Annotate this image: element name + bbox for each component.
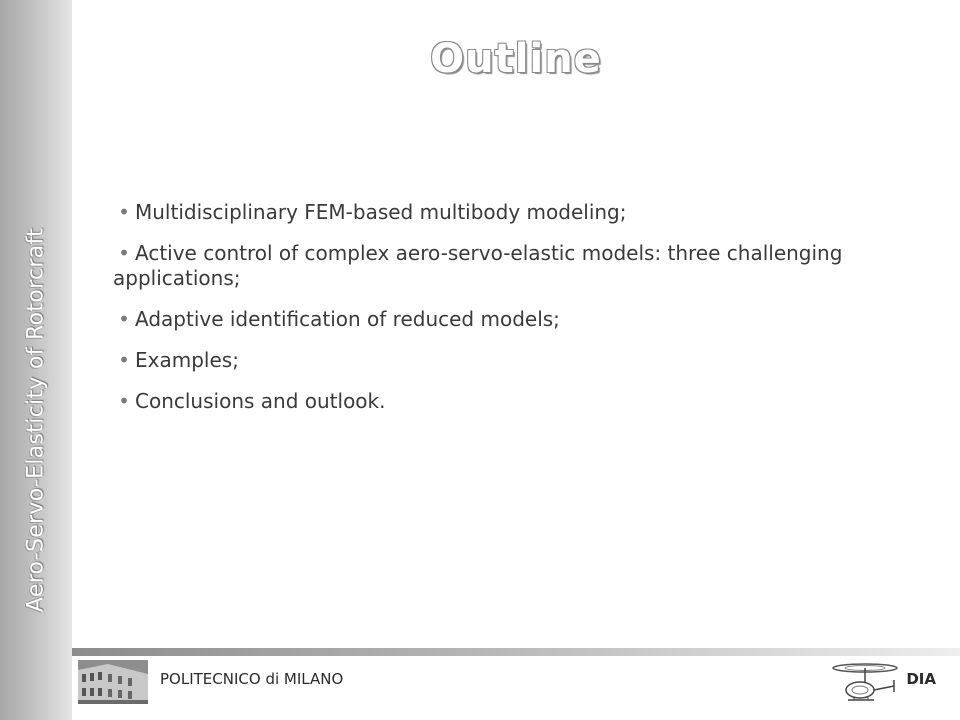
bullet-text: Examples; xyxy=(135,348,239,372)
bullet-list xyxy=(113,200,853,430)
footer-institution: POLITECNICO di MILANO xyxy=(160,670,344,688)
bullet-item xyxy=(113,307,853,332)
sidebar-title: Aero-Servo-Elasticity of Rotorcraft xyxy=(23,227,49,613)
bullet-item xyxy=(113,348,853,373)
bullet-item xyxy=(113,389,853,414)
bullet-item xyxy=(113,200,853,225)
bullet-dot-icon: • xyxy=(118,307,130,331)
bullet-text: Conclusions and outlook. xyxy=(135,389,386,413)
helicopter-icon xyxy=(830,660,900,706)
slide-title: Outline xyxy=(430,36,602,82)
bullet-text: Active control of complex aero-servo-elastic models: three challenging applications; xyxy=(113,241,843,290)
footer-department: DIA xyxy=(906,670,936,688)
bullet-text: Adaptive identification of reduced models; xyxy=(135,307,560,331)
footer-bar xyxy=(72,648,960,656)
bullet-text: Multidisciplinary FEM-based multibody modeling; xyxy=(135,200,627,224)
building-photo-graphic xyxy=(78,660,148,704)
bullet-item xyxy=(113,241,853,291)
bullet-dot-icon: • xyxy=(118,389,130,413)
bullet-dot-icon: • xyxy=(118,348,130,372)
bullet-dot-icon: • xyxy=(118,200,130,224)
bullet-dot-icon: • xyxy=(118,241,130,265)
building-photo-icon xyxy=(78,660,148,704)
